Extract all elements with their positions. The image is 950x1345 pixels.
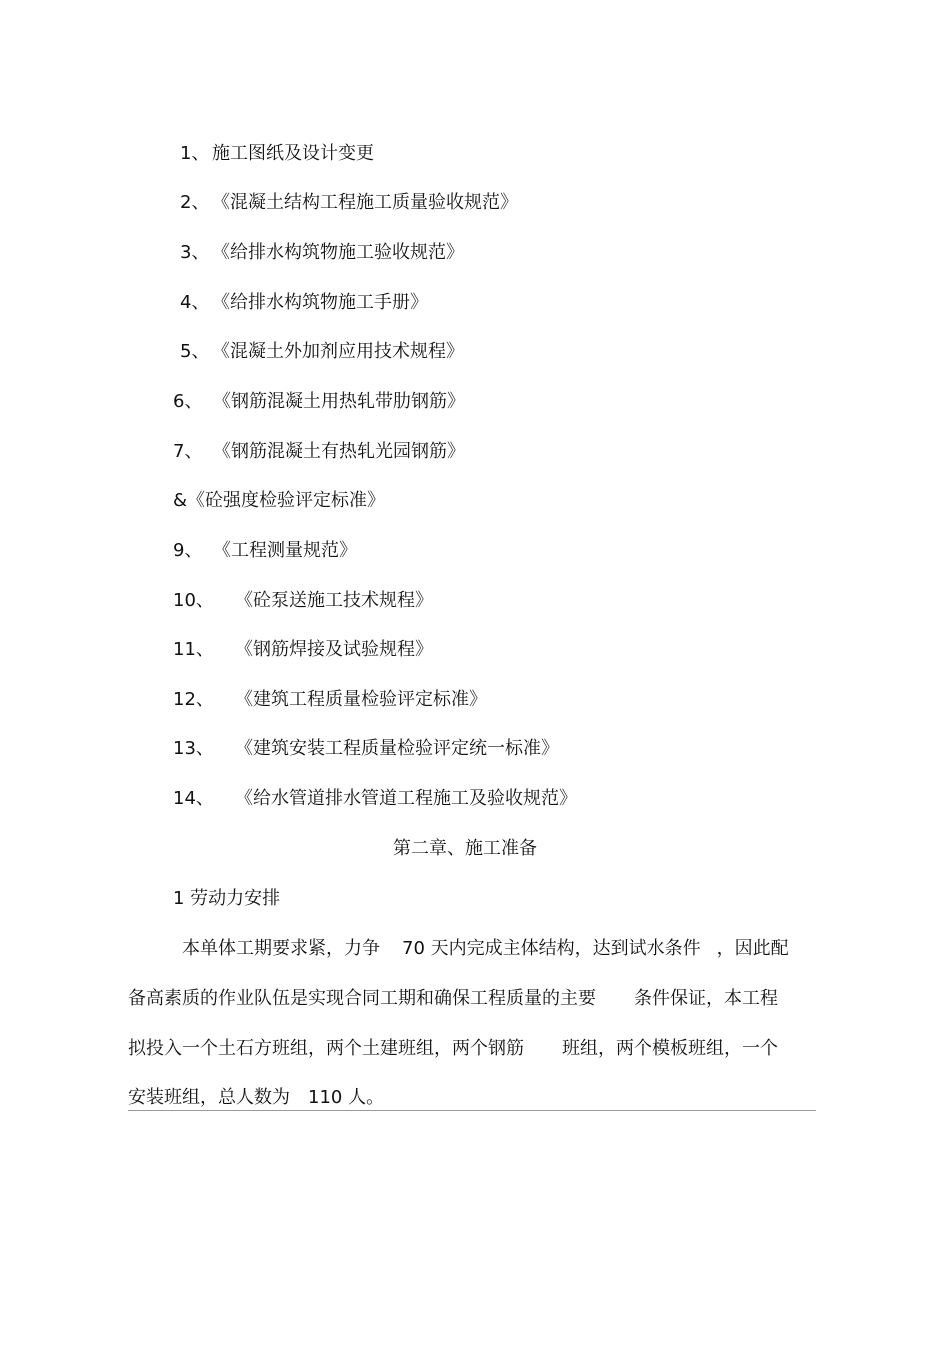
list-item — [173, 638, 433, 662]
list-title: 《建筑安装工程质量检验评定统一标准》 — [235, 738, 559, 759]
list-item — [173, 737, 559, 761]
paragraph-text: ，因此配 — [716, 938, 789, 959]
list-item — [173, 390, 465, 414]
list-number: 9、 — [173, 540, 203, 561]
paragraph-text: 70 天内完成主体结构，达到试水条件 — [402, 938, 701, 959]
list-number: 4、 — [180, 292, 210, 313]
chapter-title: 第二章、施工准备 — [393, 838, 537, 859]
list-title: 《工程测量规范》 — [213, 540, 357, 561]
list-title: 施工图纸及设计变更 — [212, 143, 374, 164]
list-title: 《混凝土外加剂应用技术规程》 — [212, 341, 464, 362]
paragraph-line — [128, 987, 778, 1011]
list-number: 11、 — [173, 639, 214, 660]
list-item — [180, 241, 464, 265]
list-number: 13、 — [173, 738, 214, 759]
list-number: 12、 — [173, 689, 214, 710]
list-title: 《建筑工程质量检验评定标准》 — [235, 689, 487, 710]
list-number: 14、 — [173, 788, 214, 809]
list-number: 3、 — [180, 242, 210, 263]
list-item — [180, 291, 428, 315]
list-item — [173, 539, 357, 563]
paragraph-text: 备高素质的作业队伍是实现合同工期和确保工程质量的主要 — [128, 988, 596, 1009]
list-item — [180, 142, 374, 166]
paragraph-line — [128, 1037, 778, 1061]
list-number: 6、 — [173, 391, 203, 412]
list-item — [180, 191, 518, 215]
list-title: 《给水管道排水管道工程施工及验收规范》 — [235, 788, 577, 809]
list-title: 《给排水构筑物施工验收规范》 — [212, 242, 464, 263]
list-item — [173, 688, 487, 712]
paragraph-line — [182, 937, 789, 961]
paragraph-text: 条件保证，本工程 — [634, 988, 778, 1009]
paragraph-text: 班组，两个模板班组，一个 — [562, 1038, 778, 1059]
list-item — [173, 787, 577, 811]
list-item — [180, 340, 464, 364]
paragraph-text: 本单体工期要求紧，力争 — [182, 938, 380, 959]
divider-line — [128, 1110, 816, 1111]
list-title: 《给排水构筑物施工手册》 — [212, 292, 428, 313]
list-number: & — [173, 490, 188, 511]
list-title: 《砼强度检验评定标准》 — [187, 490, 386, 511]
list-title: 《钢筋混凝土用热轧带肋钢筋》 — [213, 391, 465, 412]
paragraph-line: 安装班组，总人数为 110 人。 — [128, 1087, 385, 1108]
list-title: 《混凝土结构工程施工质量验收规范》 — [212, 192, 518, 213]
list-number: 2、 — [180, 192, 210, 213]
list-number: 10、 — [173, 590, 214, 611]
list-item — [173, 589, 433, 613]
section-heading: 1 劳动力安排 — [173, 888, 281, 909]
list-number: 5、 — [180, 341, 210, 362]
list-number: 7、 — [173, 441, 203, 462]
list-title: 《砼泵送施工技术规程》 — [235, 590, 433, 611]
list-item — [173, 440, 465, 464]
list-title: 《钢筋混凝土有热轧光园钢筋》 — [213, 441, 465, 462]
list-item — [173, 489, 385, 513]
paragraph-text: 拟投入一个土石方班组，两个土建班组，两个钢筋 — [128, 1038, 524, 1059]
list-title: 《钢筋焊接及试验规程》 — [235, 639, 433, 660]
list-number: 1、 — [180, 143, 210, 164]
